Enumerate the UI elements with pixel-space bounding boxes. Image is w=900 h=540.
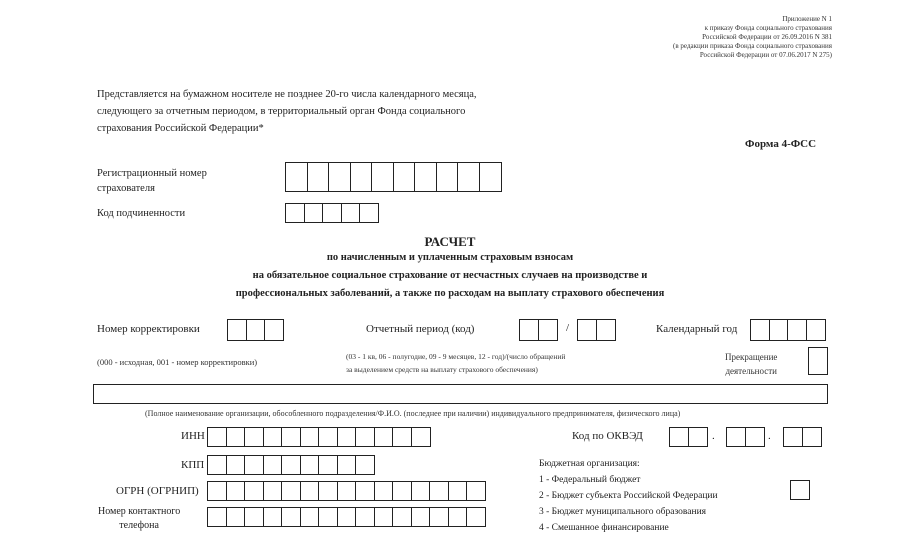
char-cell[interactable]	[466, 481, 486, 501]
char-cell[interactable]	[802, 427, 822, 447]
char-cell[interactable]	[263, 481, 283, 501]
char-cell[interactable]	[318, 507, 338, 527]
char-cell[interactable]	[429, 481, 449, 501]
char-cell[interactable]	[371, 162, 394, 192]
char-cell[interactable]	[207, 507, 227, 527]
char-cell[interactable]	[392, 427, 412, 447]
intro-line: следующего за отчетным периодом, в территориальный орган Фонда социального	[97, 106, 466, 117]
char-cell[interactable]	[790, 480, 810, 500]
char-cell[interactable]	[227, 319, 247, 341]
budget-item: 3 - Бюджет муниципального образования	[539, 507, 707, 517]
title-line: на обязательное социальное страхование от несчастных случаев на производстве и	[252, 270, 648, 281]
period-note-line: (03 - 1 кв, 06 - полугодие, 09 - 9 месяцев, 12 - год)/(число обращений	[346, 352, 566, 361]
year-label: Календарный год	[656, 323, 738, 335]
correction-note: (000 - исходная, 001 - номер корректировки)	[97, 357, 258, 367]
period-field-right[interactable]	[577, 319, 614, 341]
char-cell[interactable]	[263, 455, 283, 475]
char-cell[interactable]	[244, 455, 264, 475]
char-cell[interactable]	[264, 319, 284, 341]
char-cell[interactable]	[207, 481, 227, 501]
correction-label: Номер корректировки	[97, 323, 200, 335]
char-cell[interactable]	[479, 162, 502, 192]
intro-line: Представляется на бумажном носителе не позднее 20-го числа календарного месяца,	[97, 89, 477, 100]
char-cell[interactable]	[244, 507, 264, 527]
budget-item: 4 - Смешанное финансирование	[539, 523, 669, 533]
char-cell[interactable]	[207, 455, 227, 475]
inn-label: ИНН	[181, 430, 205, 442]
char-cell[interactable]	[300, 481, 320, 501]
doc-title: РАСЧЕТ	[424, 234, 476, 249]
reg-number-label-line: Регистрационный номер	[97, 168, 207, 179]
title-line: профессиональных заболеваний, а также по расходам на выплату страхового обеспечения	[235, 288, 665, 299]
reg-number-label-line: страхователя	[97, 183, 155, 194]
char-cell[interactable]	[226, 455, 246, 475]
char-cell[interactable]	[688, 427, 708, 447]
char-cell[interactable]	[300, 455, 320, 475]
char-cell[interactable]	[392, 481, 412, 501]
char-cell[interactable]	[411, 427, 431, 447]
char-cell[interactable]	[328, 162, 351, 192]
char-cell[interactable]	[538, 319, 558, 341]
char-cell[interactable]	[429, 507, 449, 527]
char-cell[interactable]	[300, 507, 320, 527]
char-cell[interactable]	[318, 455, 338, 475]
period-label: Отчетный период (код)	[366, 323, 475, 335]
char-cell[interactable]	[281, 507, 301, 527]
title-line: по начисленным и уплаченным страховым взносам	[326, 252, 574, 263]
budget-field[interactable]	[790, 480, 809, 500]
char-cell[interactable]	[244, 481, 264, 501]
org-name-caption: (Полное наименование организации, обособленного подразделения/Ф.И.О. (последнее при наличии) индивидуального предпринимателя, физического лица)	[145, 409, 681, 418]
char-cell[interactable]	[246, 319, 266, 341]
phone-label	[98, 505, 180, 533]
char-cell[interactable]	[226, 427, 246, 447]
char-cell[interactable]	[244, 427, 264, 447]
ogrn-field[interactable]	[207, 481, 485, 501]
okved-dot: .	[712, 430, 715, 442]
appendix-line: к приказу Фонда социального страхования	[704, 24, 832, 32]
subordination-label: Код подчиненности	[97, 208, 186, 219]
appendix-block	[662, 15, 832, 60]
phone-label-line: телефона	[119, 520, 159, 531]
org-name-field[interactable]	[93, 384, 828, 404]
char-cell[interactable]	[783, 427, 803, 447]
termination-label	[725, 350, 777, 378]
intro-line: страхования Российской Федерации*	[97, 123, 264, 134]
char-cell[interactable]	[787, 319, 807, 341]
phone-field[interactable]	[207, 507, 485, 527]
intro-text	[97, 86, 557, 137]
char-cell[interactable]	[577, 319, 597, 341]
reg-number-label	[97, 166, 207, 196]
char-cell[interactable]	[281, 427, 301, 447]
appendix-line: Российской Федерации от 26.09.2016 N 381	[702, 33, 832, 41]
appendix-line: (в редакции приказа Фонда социального страхования	[673, 42, 832, 50]
termination-label-line: деятельности	[725, 366, 777, 376]
char-cell[interactable]	[457, 162, 480, 192]
char-cell[interactable]	[355, 455, 375, 475]
char-cell[interactable]	[263, 507, 283, 527]
char-cell[interactable]	[808, 347, 828, 375]
char-cell[interactable]	[355, 507, 375, 527]
char-cell[interactable]	[207, 427, 227, 447]
char-cell[interactable]	[318, 481, 338, 501]
char-cell[interactable]	[355, 427, 375, 447]
char-cell[interactable]	[466, 507, 486, 527]
char-cell[interactable]	[281, 481, 301, 501]
char-cell[interactable]	[281, 455, 301, 475]
char-cell[interactable]	[596, 319, 616, 341]
char-cell[interactable]	[337, 507, 357, 527]
budget-title: Бюджетная организация:	[539, 459, 640, 469]
form-name: Форма 4-ФСС	[745, 138, 817, 150]
correction-field[interactable]	[227, 319, 283, 341]
char-cell[interactable]	[392, 507, 412, 527]
appendix-line: Российской Федерации от 07.06.2017 N 275)	[699, 51, 832, 59]
char-cell[interactable]	[769, 319, 789, 341]
char-cell[interactable]	[285, 203, 305, 223]
inn-field[interactable]	[207, 427, 429, 447]
kpp-field[interactable]	[207, 455, 374, 475]
char-cell[interactable]	[436, 162, 459, 192]
char-cell[interactable]	[226, 507, 246, 527]
char-cell[interactable]	[285, 162, 308, 192]
char-cell[interactable]	[411, 507, 431, 527]
char-cell[interactable]	[263, 427, 283, 447]
char-cell[interactable]	[337, 455, 357, 475]
char-cell[interactable]	[374, 481, 394, 501]
char-cell[interactable]	[307, 162, 330, 192]
char-cell[interactable]	[374, 427, 394, 447]
char-cell[interactable]	[411, 481, 431, 501]
char-cell[interactable]	[359, 203, 379, 223]
char-cell[interactable]	[337, 427, 357, 447]
char-cell[interactable]	[355, 481, 375, 501]
char-cell[interactable]	[304, 203, 324, 223]
char-cell[interactable]	[726, 427, 746, 447]
okved-label: Код по ОКВЭД	[572, 430, 643, 442]
year-field[interactable]	[750, 319, 824, 341]
okved-dot: .	[768, 430, 771, 442]
kpp-label: КПП	[181, 459, 205, 471]
char-cell[interactable]	[341, 203, 361, 223]
char-cell[interactable]	[374, 507, 394, 527]
char-cell[interactable]	[806, 319, 826, 341]
char-cell[interactable]	[393, 162, 416, 192]
okved-field-1[interactable]	[669, 427, 706, 447]
budget-block	[539, 456, 718, 536]
okved-field-2[interactable]	[726, 427, 763, 447]
period-note-line: за выделением средств на выплату страхового обеспечения)	[346, 365, 538, 374]
subordination-field[interactable]	[285, 203, 378, 223]
termination-label-line: Прекращение	[725, 352, 778, 362]
ogrn-label: ОГРН (ОГРНИП)	[116, 485, 199, 497]
char-cell[interactable]	[337, 481, 357, 501]
char-cell[interactable]	[350, 162, 373, 192]
char-cell[interactable]	[448, 507, 468, 527]
char-cell[interactable]	[300, 427, 320, 447]
char-cell[interactable]	[745, 427, 765, 447]
budget-item: 2 - Бюджет субъекта Российской Федерации	[539, 491, 718, 501]
appendix-line: Приложение N 1	[782, 15, 832, 23]
phone-label-line: Номер контактного	[98, 506, 181, 517]
period-note	[346, 350, 565, 376]
period-separator: /	[566, 322, 570, 334]
char-cell[interactable]	[318, 427, 338, 447]
termination-field[interactable]	[808, 347, 827, 375]
char-cell[interactable]	[414, 162, 437, 192]
char-cell[interactable]	[448, 481, 468, 501]
okved-field-3[interactable]	[783, 427, 820, 447]
budget-item: 1 - Федеральный бюджет	[539, 475, 641, 485]
char-cell[interactable]	[519, 319, 539, 341]
char-cell[interactable]	[750, 319, 770, 341]
period-field-left[interactable]	[519, 319, 556, 341]
reg-number-field[interactable]	[285, 162, 500, 192]
char-cell[interactable]	[226, 481, 246, 501]
char-cell[interactable]	[322, 203, 342, 223]
char-cell[interactable]	[669, 427, 689, 447]
